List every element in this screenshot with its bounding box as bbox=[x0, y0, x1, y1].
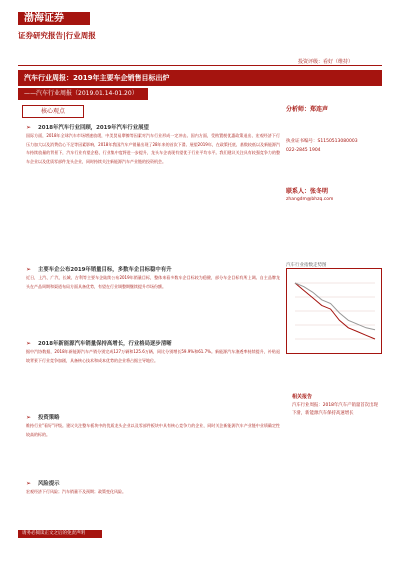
section-text: 国际方面，2018年全球汽车市场增速放缓，中美贸易摩擦等因素对汽车行业形成一定冲击。国内方面，受购置税优惠政策退出、宏观经济下行压力加大以及消费信心不足等因素影响，2018年我国汽车产销量出现了28年来的首次下滑。展望2019年，在政策托底、基数较低以及新能源汽车持续放量的背景下，汽车行业有望企稳，行业集中度将进一步提升，龙头车企表现有望优于行业平均水平。我们建议关注具有较强竞争力的整车企业以及优质零部件龙头企业，同时持续关注新能源汽车产业链的投资机会。 bbox=[26, 133, 280, 164]
section-title: ➢ 投资策略 bbox=[26, 414, 60, 421]
arrow-icon: ➢ bbox=[26, 480, 32, 487]
section bbox=[26, 124, 280, 260]
analyst-line: 022-2845 1904 bbox=[286, 148, 321, 153]
section-title: ➢ 2018年新能源汽车销量保持高增长，行业格局逐步清晰 bbox=[26, 340, 172, 347]
chart-svg bbox=[287, 269, 381, 353]
section-title: ➢ 风险提示 bbox=[26, 480, 60, 487]
chart-title: 汽车行业指数走势图 bbox=[286, 263, 327, 268]
rating-tag: 投资评级：看好（维持） bbox=[298, 59, 354, 65]
section bbox=[26, 266, 280, 334]
arrow-icon: ➢ bbox=[26, 266, 32, 273]
index-chart bbox=[286, 268, 382, 354]
arrow-icon: ➢ bbox=[26, 340, 32, 347]
header-rule bbox=[18, 65, 382, 66]
section-title: ➢ 主要车企公布2019年销量目标，多数车企目标稳中有升 bbox=[26, 266, 172, 273]
section bbox=[26, 414, 280, 474]
contact-block bbox=[286, 186, 382, 204]
core-label: 核心观点 bbox=[22, 105, 84, 118]
report-period: ——汽车行业周报（2019.01.14-01.20） bbox=[18, 88, 148, 100]
report-title: 汽车行业周报：2019年主要车企销售目标出炉 bbox=[18, 70, 382, 86]
section-text: 近日，上汽、广汽、长城、吉利等主要车企陆续公布2019年销量目标，整体来看多数车企目标较为稳健，部分车企目标有所上调。自主品牌龙头在产品周期和渠道布局方面具备优势，有望在行业调整期继续提升市场份额。 bbox=[26, 275, 280, 289]
chart-series-line bbox=[295, 283, 375, 330]
report-type: 证券研究报告|行业周报 bbox=[18, 31, 96, 40]
section bbox=[26, 480, 280, 514]
analyst-info bbox=[286, 137, 382, 155]
section-text: 维持行业"看好"评级。建议关注整车板块中的优质龙头企业以及零部件板块中具有核心竞争力的企业，同时关注新能源汽车产业链中业绩确定性较高的标的。 bbox=[26, 423, 280, 437]
arrow-icon: ➢ bbox=[26, 124, 32, 131]
arrow-icon: ➢ bbox=[26, 414, 32, 421]
section-text: 据中汽协数据，2018年新能源汽车产销分别完成127万辆和125.6万辆，同比分别增长59.9%和61.7%。新能源汽车渗透率持续提升，补贴退坡背景下行业竞争加剧，具备核心技术和成本优势的企业将占据主导地位。 bbox=[26, 349, 280, 363]
brand-logo: 渤海证券 bbox=[18, 12, 90, 25]
section-title: ➢ 2018年汽车行业回顾，2019年汽车行业展望 bbox=[26, 124, 149, 131]
contact-line: zhangdm@bhzq.com bbox=[286, 197, 334, 202]
footer-note: 请务必阅读正文之后的免责声明 bbox=[18, 530, 102, 538]
section bbox=[26, 340, 280, 408]
related-text: 汽车行业周报：2018年汽车产销量首次出现下滑，新能源汽车保持高速增长 bbox=[292, 403, 378, 416]
contact-head: 联系人：张冬明 bbox=[286, 188, 329, 195]
section-text: 宏观经济下行风险；汽车销量不及预期；政策变化风险。 bbox=[26, 489, 126, 494]
analyst-block bbox=[286, 104, 382, 113]
main-content bbox=[26, 124, 280, 520]
related-head: 相关报告 bbox=[292, 394, 313, 400]
analyst-line: 执业证书编号：S1150513080003 bbox=[286, 139, 358, 144]
analyst-head: 分析师：郑连声 bbox=[286, 106, 329, 113]
